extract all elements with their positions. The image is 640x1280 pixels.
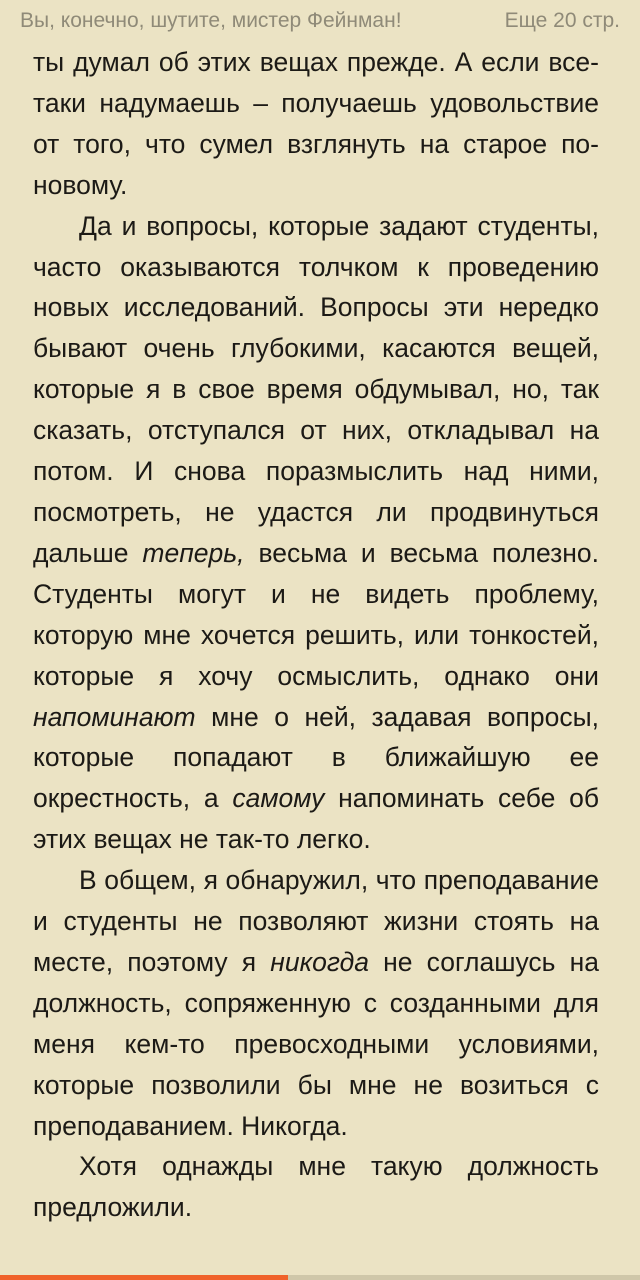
paragraph (33, 1146, 599, 1228)
text-segment: мне о ней, задавая вопросы, которые попадают в ближайшую ее окрестность, а (33, 701, 599, 814)
text-segment: В общем, я обнаружил, что преподавание и студенты не позволяют жизни стоять на месте, поэтому я (33, 865, 599, 977)
text-segment: напоминать себе об этих вещах не так-то легко. (33, 783, 600, 855)
text-segment: Да и вопросы, которые задают студенты, часто оказываются толчком к проведению новых исследований. Вопросы эти нередко бывают очень глубокими, касаются вещей, которые я в свое время обдумывал, но, так сказать, отступался от них, откладывал на потом. И снова поразмыслить над ними, посмотреть, не удастся ли продвинуться дальше (33, 210, 599, 568)
page-text[interactable] (33, 42, 599, 1228)
italic-text: самому (232, 783, 325, 814)
text-segment: весьма и весьма полезно. Студенты могут и не видеть проблему, которую мне хочется решить, или тонкостей, которые я хочу осмыслить, однако они (33, 537, 599, 691)
paragraph (33, 206, 599, 861)
text-segment: Хотя однажды мне такую должность предложили. (33, 1151, 599, 1223)
reading-progress-bar (0, 1275, 640, 1280)
paragraph (33, 42, 599, 206)
text-segment: ты думал об этих вещах прежде. А если все-таки надумаешь – получаешь удовольствие от того, что сумел взглянуть на старое по-новому. (33, 47, 599, 200)
paragraph (33, 860, 599, 1146)
book-title: Вы, конечно, шутите, мистер Фейнман! (20, 9, 402, 32)
pages-left-counter: Еще 20 стр. (504, 9, 620, 32)
text-segment: не соглашусь на должность, сопряженную с созданными для меня кем-то превосходными условиями, которые позволили бы мне не возиться с преподаванием. Никогда. (33, 946, 599, 1141)
italic-text: никогда (270, 946, 370, 977)
italic-text: теперь, (142, 537, 245, 568)
reader-header (0, 0, 640, 46)
italic-text: напоминают (33, 701, 196, 732)
reading-progress-fill (0, 1275, 288, 1280)
